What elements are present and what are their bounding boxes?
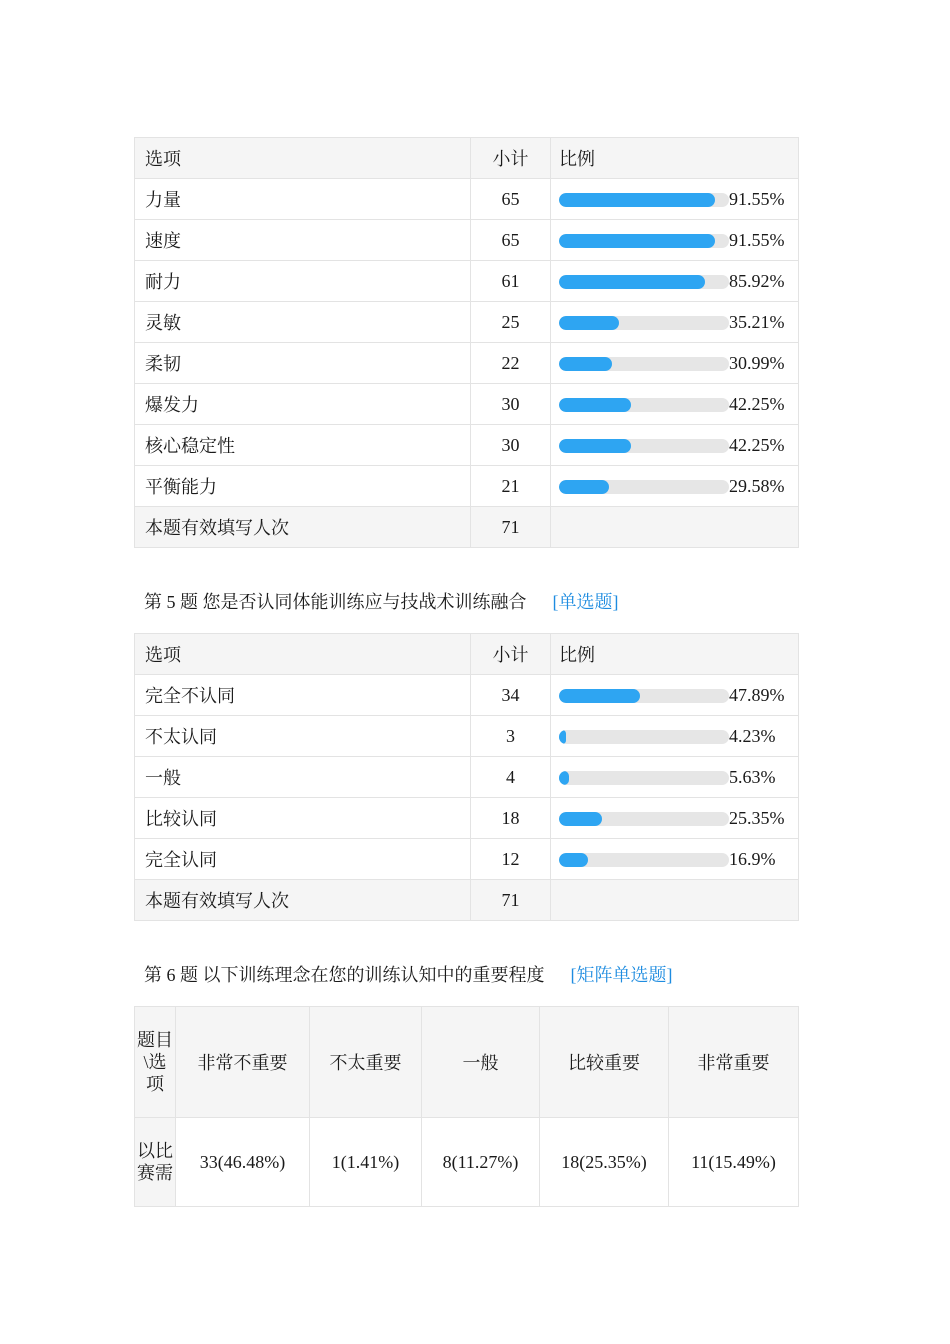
ratio-cell xyxy=(551,716,799,757)
matrix-cell: 18(25.35%) xyxy=(540,1118,669,1207)
option-label: 平衡能力 xyxy=(135,466,471,507)
matrix-cell: 33(46.48%) xyxy=(176,1118,310,1207)
q5-title-text: 第 5 题 您是否认同体能训练应与技战术训练融合 xyxy=(144,592,527,612)
option-count: 22 xyxy=(471,343,551,384)
progress-fill xyxy=(559,316,619,330)
option-count: 4 xyxy=(471,757,551,798)
option-label: 柔韧 xyxy=(135,343,471,384)
q5-title xyxy=(144,588,619,614)
matrix-cell: 1(1.41%) xyxy=(310,1118,422,1207)
ratio-percent: 30.99% xyxy=(729,353,785,374)
footer-empty xyxy=(551,507,799,548)
ratio-cell xyxy=(551,343,799,384)
footer-label: 本题有效填写人次 xyxy=(135,507,471,548)
table-row xyxy=(135,798,799,839)
q5-stats-body xyxy=(135,634,799,921)
progress-bar xyxy=(559,357,729,371)
q6-type-link[interactable]: [矩阵单选题] xyxy=(570,965,673,985)
progress-bar xyxy=(559,316,729,330)
option-count: 25 xyxy=(471,302,551,343)
table-row xyxy=(135,343,799,384)
option-count: 65 xyxy=(471,179,551,220)
option-label: 爆发力 xyxy=(135,384,471,425)
header-ratio: 比例 xyxy=(551,138,799,179)
ratio-cell xyxy=(551,179,799,220)
table-footer-row xyxy=(135,880,799,921)
progress-bar xyxy=(559,812,729,826)
progress-bar xyxy=(559,771,729,785)
footer-count: 71 xyxy=(471,880,551,921)
table-row xyxy=(135,179,799,220)
progress-fill xyxy=(559,812,602,826)
progress-bar xyxy=(559,480,729,494)
header-option: 选项 xyxy=(135,138,471,179)
progress-bar xyxy=(559,439,729,453)
table-row xyxy=(135,466,799,507)
option-label: 完全不认同 xyxy=(135,675,471,716)
option-count: 3 xyxy=(471,716,551,757)
matrix-column-header: 不太重要 xyxy=(310,1007,422,1118)
progress-bar xyxy=(559,730,729,744)
table-row xyxy=(135,220,799,261)
ratio-cell xyxy=(551,757,799,798)
option-label: 不太认同 xyxy=(135,716,471,757)
ratio-percent: 16.9% xyxy=(729,849,776,870)
progress-fill xyxy=(559,275,705,289)
ratio-percent: 42.25% xyxy=(729,394,785,415)
header-ratio: 比例 xyxy=(551,634,799,675)
q6-matrix-body xyxy=(135,1007,799,1207)
table-row xyxy=(135,384,799,425)
q6-title-text: 第 6 题 以下训练理念在您的训练认知中的重要程度 xyxy=(144,965,545,985)
option-label: 力量 xyxy=(135,179,471,220)
table-row xyxy=(135,716,799,757)
table-row xyxy=(135,261,799,302)
header-count: 小计 xyxy=(471,634,551,675)
progress-bar xyxy=(559,689,729,703)
table-row xyxy=(135,675,799,716)
option-label: 比较认同 xyxy=(135,798,471,839)
ratio-cell xyxy=(551,220,799,261)
matrix-column-header: 非常不重要 xyxy=(176,1007,310,1118)
progress-bar xyxy=(559,275,729,289)
progress-fill xyxy=(559,193,715,207)
ratio-cell xyxy=(551,798,799,839)
option-label: 灵敏 xyxy=(135,302,471,343)
table-footer-row xyxy=(135,507,799,548)
ratio-cell xyxy=(551,384,799,425)
q4-stats-body xyxy=(135,138,799,548)
ratio-cell xyxy=(551,261,799,302)
ratio-cell xyxy=(551,425,799,466)
ratio-percent: 91.55% xyxy=(729,230,785,251)
progress-bar xyxy=(559,234,729,248)
q5-type-link[interactable]: [单选题] xyxy=(552,592,619,612)
table-row xyxy=(135,839,799,880)
progress-fill xyxy=(559,689,640,703)
option-count: 21 xyxy=(471,466,551,507)
matrix-column-header: 一般 xyxy=(422,1007,540,1118)
table-header-row xyxy=(135,634,799,675)
table-header-row xyxy=(135,138,799,179)
option-count: 30 xyxy=(471,425,551,466)
table-row xyxy=(135,757,799,798)
option-label: 完全认同 xyxy=(135,839,471,880)
ratio-percent: 42.25% xyxy=(729,435,785,456)
progress-fill xyxy=(559,480,609,494)
ratio-percent: 4.23% xyxy=(729,726,776,747)
header-option: 选项 xyxy=(135,634,471,675)
progress-bar xyxy=(559,398,729,412)
progress-fill xyxy=(559,357,612,371)
option-count: 61 xyxy=(471,261,551,302)
ratio-cell xyxy=(551,675,799,716)
header-count: 小计 xyxy=(471,138,551,179)
progress-fill xyxy=(559,853,588,867)
progress-fill xyxy=(559,730,566,744)
q4-stats-table xyxy=(134,137,799,548)
q6-title xyxy=(144,961,673,987)
footer-label: 本题有效填写人次 xyxy=(135,880,471,921)
progress-fill xyxy=(559,234,715,248)
ratio-percent: 85.92% xyxy=(729,271,785,292)
footer-count: 71 xyxy=(471,507,551,548)
option-count: 12 xyxy=(471,839,551,880)
progress-fill xyxy=(559,398,631,412)
q6-matrix-table xyxy=(134,1006,799,1207)
option-count: 65 xyxy=(471,220,551,261)
ratio-percent: 35.21% xyxy=(729,312,785,333)
ratio-percent: 91.55% xyxy=(729,189,785,210)
progress-bar xyxy=(559,853,729,867)
ratio-percent: 5.63% xyxy=(729,767,776,788)
footer-empty xyxy=(551,880,799,921)
matrix-column-header: 比较重要 xyxy=(540,1007,669,1118)
option-label: 核心稳定性 xyxy=(135,425,471,466)
table-row xyxy=(135,425,799,466)
option-count: 30 xyxy=(471,384,551,425)
ratio-cell xyxy=(551,466,799,507)
table-row xyxy=(135,302,799,343)
progress-bar xyxy=(559,193,729,207)
matrix-cell: 8(11.27%) xyxy=(422,1118,540,1207)
q5-stats-table xyxy=(134,633,799,921)
ratio-percent: 29.58% xyxy=(729,476,785,497)
matrix-row-label: 以比赛需 xyxy=(135,1118,176,1207)
matrix-column-header: 非常重要 xyxy=(669,1007,799,1118)
ratio-cell xyxy=(551,302,799,343)
option-count: 18 xyxy=(471,798,551,839)
matrix-row xyxy=(135,1118,799,1207)
option-label: 一般 xyxy=(135,757,471,798)
ratio-cell xyxy=(551,839,799,880)
ratio-percent: 47.89% xyxy=(729,685,785,706)
option-label: 速度 xyxy=(135,220,471,261)
option-count: 34 xyxy=(471,675,551,716)
progress-fill xyxy=(559,439,631,453)
matrix-corner: 题目\选项 xyxy=(135,1007,176,1118)
option-label: 耐力 xyxy=(135,261,471,302)
ratio-percent: 25.35% xyxy=(729,808,785,829)
matrix-cell: 11(15.49%) xyxy=(669,1118,799,1207)
progress-fill xyxy=(559,771,569,785)
matrix-header-row xyxy=(135,1007,799,1118)
